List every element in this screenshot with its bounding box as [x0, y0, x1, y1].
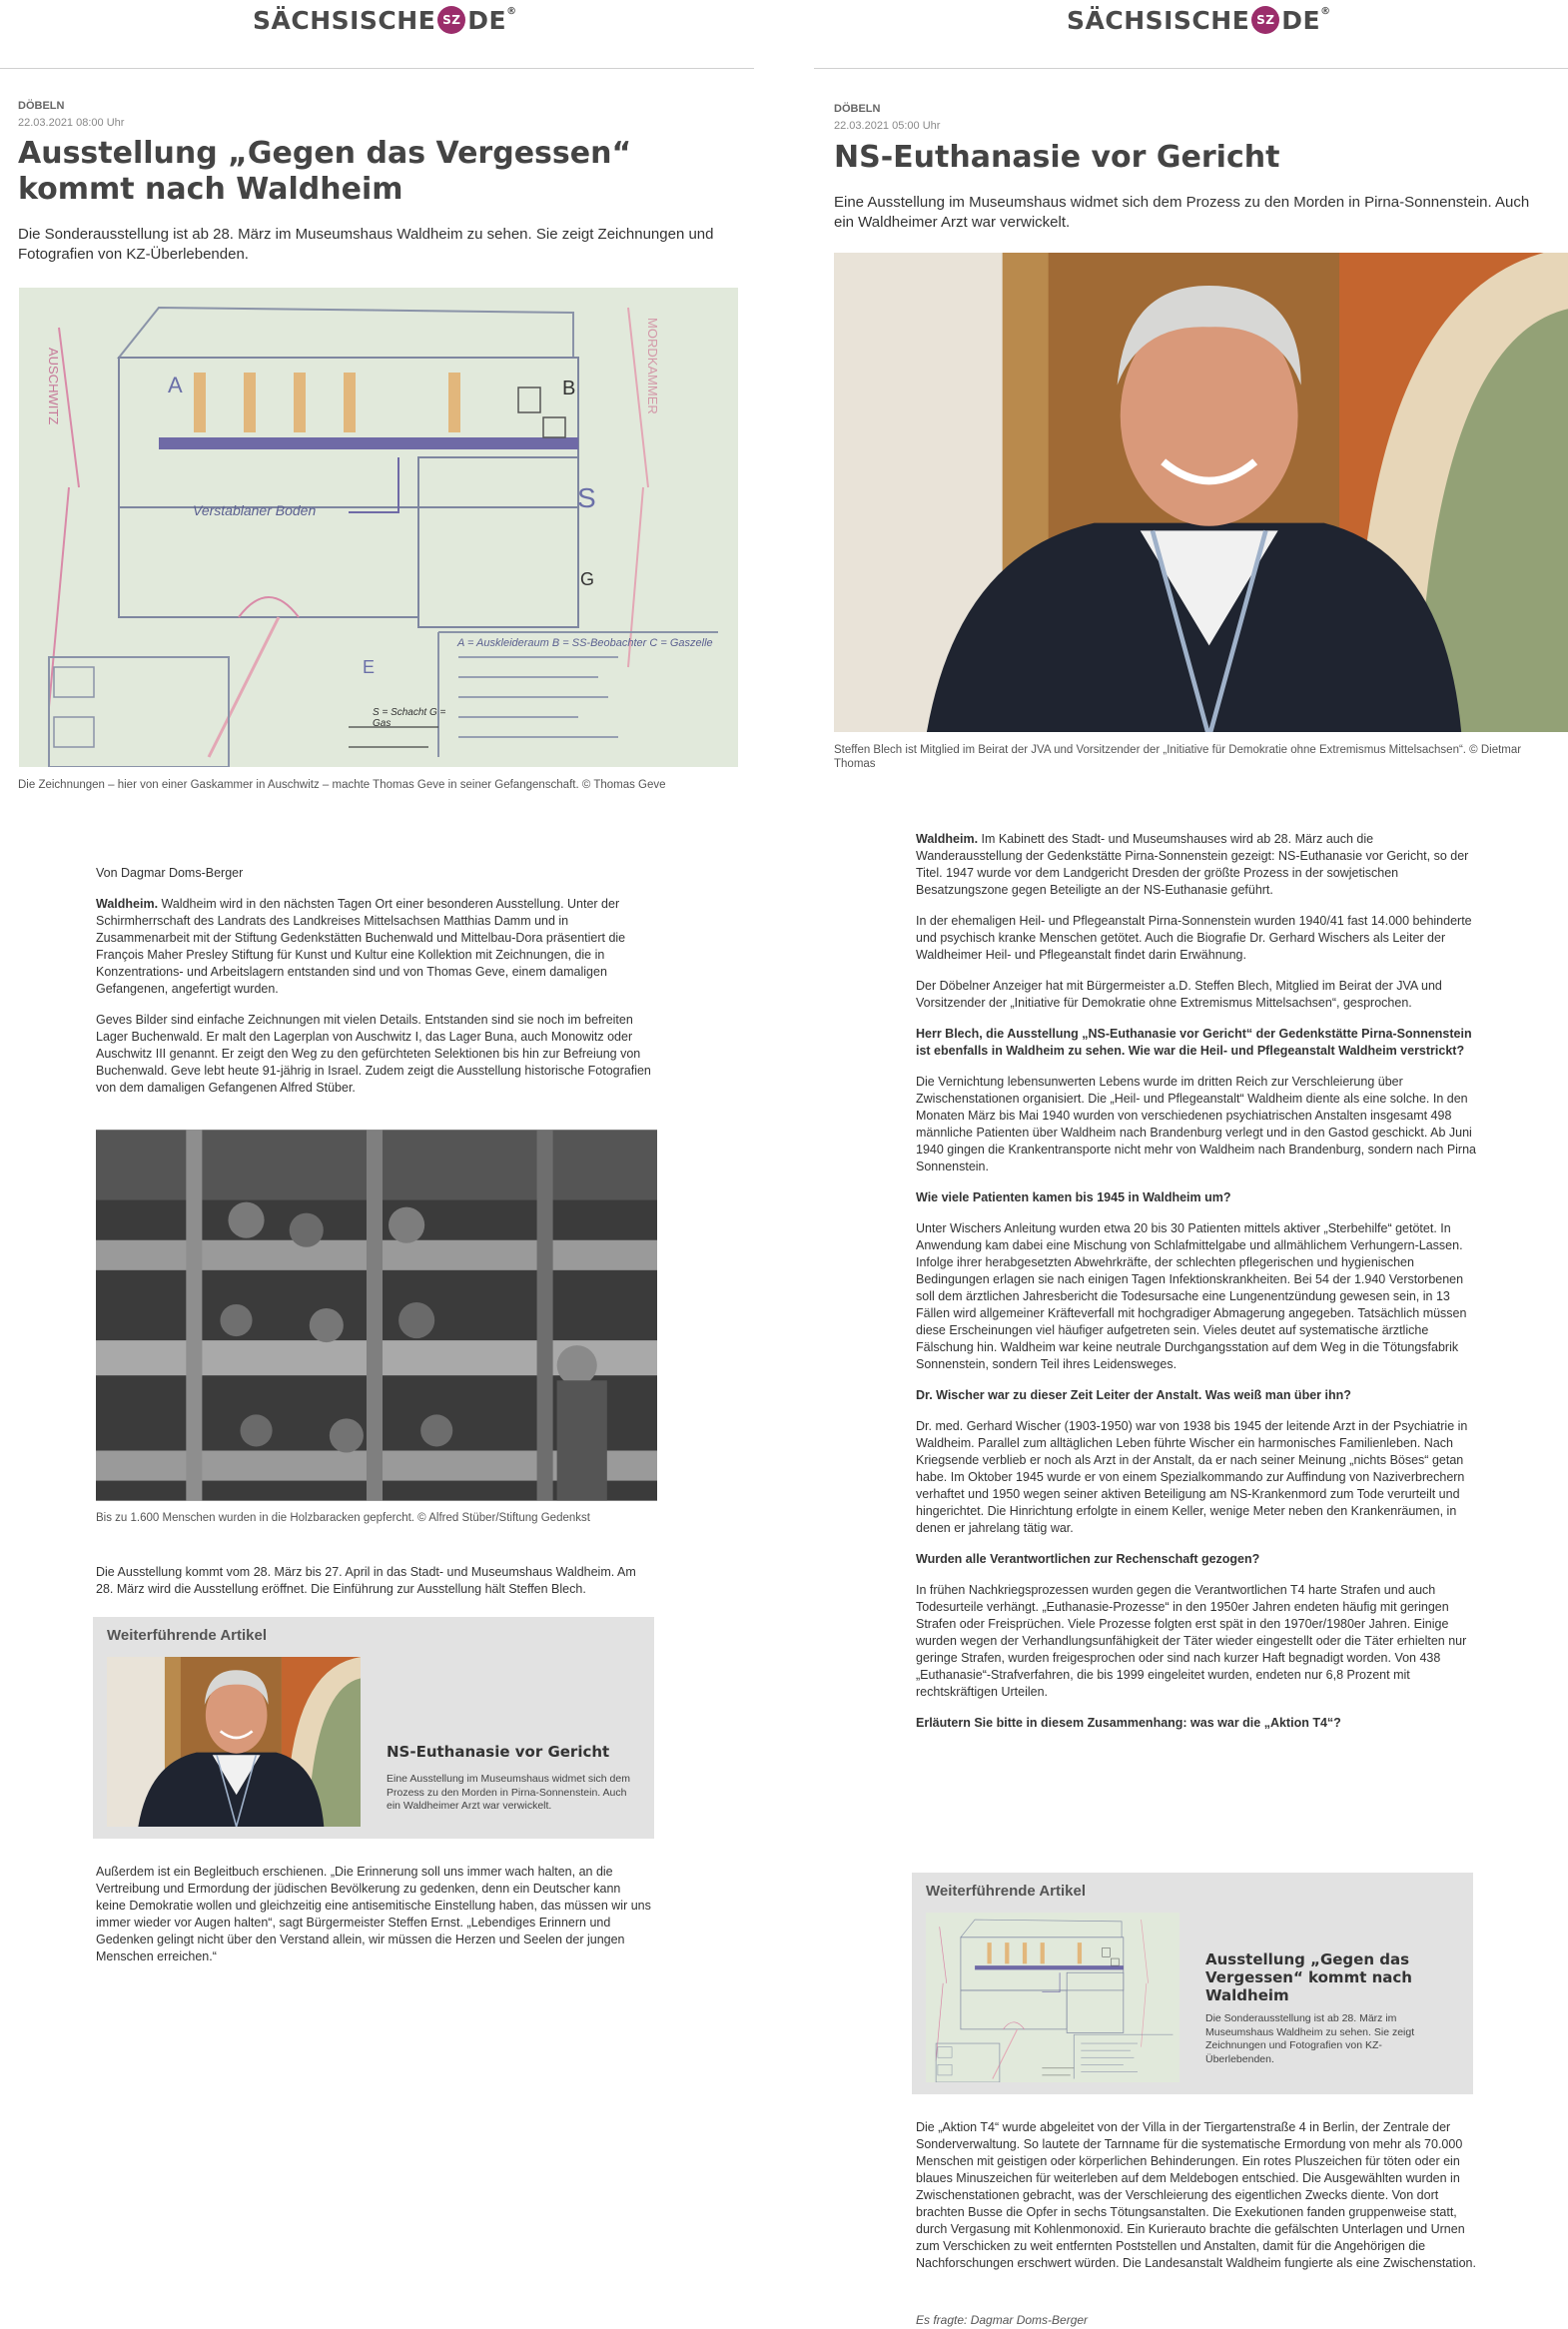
photo-caption: Bis zu 1.600 Menschen wurden in die Holzbaracken gepfercht. © Alfred Stüber/Stiftung Gedenkst	[96, 1512, 590, 1524]
article-body	[96, 865, 651, 1111]
related-box-title: Weiterführende Artikel	[926, 1883, 1087, 1900]
brand-logo[interactable]	[253, 6, 517, 36]
article-lead: Die Sonderausstellung ist ab 28. März im Museumshaus Waldheim zu sehen. Sie zeigt Zeichnungen und Fotografien von KZ-Überlebenden.	[18, 226, 714, 263]
paragraph-text: Im Kabinett des Stadt- und Museumshauses wird ab 28. März auch die Wanderausstellung der Gedenkstätte Pirna-Sonnenstein gezeigt: NS-Euthanasie vor Gericht, so der Titel. 1947 wurde vor dem Landgericht Dresden der größte Prozess in der sowjetischen Besatzungszone gegen Beteiligte an der NS-Euthanasie geführt.	[916, 832, 1469, 897]
brand-name: SÄCHSISCHE	[253, 6, 436, 35]
masthead	[0, 0, 754, 69]
paragraph: Der Döbelner Anzeiger hat mit Bürgermeister a.D. Steffen Blech, Mitglied im Beirat der JVA und Vorsitzender der „Initiative für Demokratie ohne Extremismus Mittelsachsen“, gesprochen.	[916, 979, 1442, 1010]
interview-question: Wurden alle Verantwortlichen zur Rechenschaft gezogen?	[916, 1552, 1260, 1566]
interviewer-credit: Es fragte: Dagmar Doms-Berger	[916, 2313, 1089, 2327]
section-label[interactable]: DÖBELN	[834, 103, 881, 115]
interview-question: Erläutern Sie bitte in diesem Zusammenhang: was war die „Aktion T4“?	[916, 1716, 1341, 1730]
hero-caption: Steffen Blech ist Mitglied im Beirat der JVA und Vorsitzender der „Initiative für Demokratie ohne Extremismus Mittelsachsen“. © Dietmar Thomas	[834, 744, 1522, 770]
interview-answer: In frühen Nachkriegsprozessen wurden gegen die Verantwortlichen T4 harte Strafen und auch Todesurteile verhängt. „Euthanasie-Prozesse“ in den 1950er Jahren endeten häufig mit geringen Strafen oder Freisprüchen. Viele Prozesse folgten erst spät in den 1970er/1980er Jahren. Einige wurden wegen der Verhandlungsunfähigkeit der Täter wieder eingestellt oder die Täter erhielten nur geringe Strafen, wurden freigesprochen oder sind nach kurzer Haft begnadigt worden. Von 438 „Euthanasie“-Strafverfahren, die bis 1999 eingeleitet wurden, endeten nur 6,8 Prozent mit rechtskräftigen Urteilen.	[916, 1583, 1467, 1699]
paragraph: Außerdem ist ein Begleitbuch erschienen. „Die Erinnerung soll uns immer wach halten, an die Vertreibung und Ermordung der jüdischen Bevölkerung zu gedenken, denn ein Deutscher kann keine Demokratie wollen und gleichzeitig eine antisemitische Einstellung haben, das müssen wir uns immer wieder vor Augen halten“, sagt Bürgermeister Steffen Ernst. „Lebendiges Erinnern und Gedenken gelingt nicht über den Verstand allein, wir müssen die Herzen und Seelen der jungen Menschen erreichen.“	[96, 1865, 651, 1963]
article-headline: NS-Euthanasie vor Gericht	[834, 140, 1280, 175]
interview-question: Dr. Wischer war zu dieser Zeit Leiter der Anstalt. Was weiß man über ihn?	[916, 1388, 1351, 1402]
drawing-bottom-note: S = Schacht G = Gas	[373, 707, 446, 729]
interview-answer: Unter Wischers Anleitung wurden etwa 20 bis 30 Patienten mittels aktiver „Sterbehilfe“ getötet. In Anwendung kam dabei eine Mischung von Schlafmittelgabe und allmählichem Verhungern-Lassen. Infolge ihrer herabgesetzten Abwehrkräfte, der schlechten pflegerischen und hygienischen Bedingungen erlagen sie nach einigen Tagen Infektionskrankheiten. Bei 54 der 1.940 Verstorbenen soll dem ärztlichen Jahresbericht die Todesursache eine Lungenentzündung gewesen sein, in 13 Fällen wird allgemeiner Kräfteverfall mit hochgradiger Abmagerung angegeben. Tatsächlich müssen diese Erscheinungen viel häufiger aufgetreten sein. Vieles deutet auf systematische ärztliche Fälschung hin. Waldheim war keine neutrale Durchgangsstation auf dem Weg in die Tötungsfabrik Sonnenstein, sondern Teil ihres Leidensweges.	[916, 1221, 1467, 1371]
right-article-page	[814, 0, 1568, 2329]
related-teaser: Eine Ausstellung im Museumshaus widmet sich dem Prozess zu den Morden in Pirna-Sonnenstein. Auch ein Waldheimer Arzt war verwickelt.	[387, 1773, 630, 1813]
drawing-label-e: E	[363, 657, 376, 677]
related-thumbnail[interactable]	[107, 1657, 361, 1827]
section-label[interactable]: DÖBELN	[18, 100, 65, 112]
paragraph: Geves Bilder sind einfache Zeichnungen mit vielen Details. Entstanden sind sie noch im befreiten Lager Buchenwald. Er malt den Lagerplan von Auschwitz I, das Lager Buna, auch Monowitz oder Auschwitz III genannt. Er zeigt den Weg zu den gefürchteten Selektionen bis hin zur Befreiung von Buchenwald. Geve lebt heute 91-jährig in Israel. Zudem zeigt die Ausstellung historische Fotografien von dem damaligen Gefangenen Alfred Stüber.	[96, 1013, 651, 1095]
publish-date: 22.03.2021 08:00 Uhr	[18, 117, 125, 129]
hero-caption: Die Zeichnungen – hier von einer Gaskammer in Auschwitz – machte Thomas Geve in seiner Gefangenschaft. © Thomas Geve	[18, 779, 666, 791]
drawing-label-s: S	[577, 482, 596, 513]
article-lead: Eine Ausstellung im Museumshaus widmet sich dem Prozess zu den Morden in Pirna-Sonnenstein. Auch ein Waldheimer Arzt war verwickelt.	[834, 194, 1530, 231]
related-article-box[interactable]	[93, 1617, 654, 1839]
brand-badge-icon: SZ	[437, 6, 465, 34]
article-body	[916, 831, 1483, 1746]
paragraph	[916, 831, 1483, 899]
related-headline[interactable]: NS-Euthanasie vor Gericht	[387, 1743, 610, 1761]
brand-registered-mark: ®	[506, 6, 517, 17]
left-article-page	[0, 0, 754, 2329]
drawing-side-left: AUSCHWITZ	[46, 348, 61, 425]
brand-tld: DE	[1281, 6, 1321, 35]
paragraph: In der ehemaligen Heil- und Pflegeanstalt Pirna-Sonnenstein wurden 1940/41 fast 14.000 behinderte und psychisch kranke Menschen getötet. Auch die Biografie Dr. Gerhard Wischers als Leiter der Waldheimer Heil- und Pflegeanstalt findet darin Erwähnung.	[916, 914, 1472, 962]
hero-portrait-image	[834, 253, 1568, 732]
brand-name: SÄCHSISCHE	[1067, 6, 1250, 35]
related-article-box[interactable]	[912, 1873, 1473, 2094]
article-body-end	[916, 2119, 1483, 2286]
paragraph	[96, 896, 651, 998]
drawing-label-b: B	[562, 378, 576, 399]
paragraph: Die Ausstellung kommt vom 28. März bis 27. April in das Stadt- und Museumshaus Waldheim. Am 28. März wird die Ausstellung eröffnet. Die Einführung zur Ausstellung hält Steffen Blech.	[96, 1565, 636, 1596]
interview-answer: Die Vernichtung lebensunwerten Lebens wurde im dritten Reich zur Verschleierung über Zwischenstationen organisiert. Die „Heil- und Pflegeanstalt“ Waldheim diente als eine solche. In den Monaten März bis Mai 1940 wurden von verschiedenen psychiatrischen Anstalten insgesamt 498 männliche Patienten über Waldheim nach Brandenburg verlegt und in den Gastod geschickt. Ab Juni 1940 gingen die Krankentransporte nicht mehr von Waldheim nach Brandenburg, sondern nach Pirna Sonnenstein.	[916, 1075, 1476, 1173]
interview-question: Wie viele Patienten kamen bis 1945 in Waldheim um?	[916, 1190, 1231, 1204]
drawing-label-a: A	[168, 373, 183, 397]
barracks-photo	[96, 1129, 657, 1502]
brand-badge-icon: SZ	[1251, 6, 1279, 34]
related-teaser: Die Sonderausstellung ist ab 28. März im Museumshaus Waldheim zu sehen. Sie zeigt Zeichnungen und Fotografien von KZ-Überlebenden.	[1205, 2012, 1415, 2065]
drawing-script-text: Verstablaner Boden	[193, 502, 317, 518]
article-body-continued	[96, 1564, 651, 1612]
article-body-end	[96, 1864, 651, 1979]
drawing-legend: A = Auskleideraum B = SS-Beobachter C = Gaszelle	[457, 637, 713, 649]
publish-date: 22.03.2021 05:00 Uhr	[834, 120, 941, 132]
article-headline: Ausstellung „Gegen das Vergessen“ kommt nach Waldheim	[18, 136, 632, 207]
interview-answer: Die „Aktion T4“ wurde abgeleitet von der Villa in der Tiergartenstraße 4 in Berlin, der Zentrale der Sonderverwaltung. So lautete der Tarnname für die systematische Ermordung von mehr als 70.000 Menschen mit geistigen oder körperlichen Behinderungen. Ein rotes Pluszeichen für töten oder ein blaues Minuszeichen für weiterleben auf dem Meldebogen entschied. Die Ausgewählten wurden in Zwischenstationen gebracht, was der Verschleierung des eigentlichen Zwecks diente. Von dort brachten Busse die Opfer in sechs Tötungsanstalten. Die Exekutionen fanden gruppenweise statt, durch Vergasung mit Kohlenmonoxid. Ein Kurierauto brachte die gefälschten Unterlagen und Urnen zum Verschicken zu weit entfernten Poststellen und Anstalten, damit für die Angehörigen die Nachforschungen erschwert würden. Die Landesanstalt Waldheim fungierte als eine Zwischenstation.	[916, 2120, 1476, 2270]
dateline-place: Waldheim.	[916, 832, 979, 846]
interview-answer: Dr. med. Gerhard Wischer (1903-1950) war von 1938 bis 1945 der leitende Arzt in der Psychiatrie in Waldheim. Parallel zum alltäglichen Leben führte Wischer ein harmonisches Familienleben. Nach Kriegsende verblieb er noch als Arzt in der Anstalt, da er nach seiner Meinung „nichts Böses“ getan habe. Im Oktober 1945 wurde er von einem Spezialkommando zur Auffindung von Naziverbrechern verhaftet und 1950 wegen seiner aktiven Beteiligung am NS-Krankenmord zum Tode verurteilt und hingerichtet. Die Hinrichtung erfolgte in einem Keller, wenige Meter neben den Krankenräumen, in denen er jahrelang tätig war.	[916, 1419, 1468, 1535]
masthead	[814, 0, 1568, 69]
author-byline: Von Dagmar Doms-Berger	[96, 866, 244, 880]
paragraph-text: Waldheim wird in den nächsten Tagen Ort einer besonderen Ausstellung. Unter der Schirmherrschaft des Landrats des Landkreises Mittelsachsen Matthias Damm und in Zusammenarbeit mit der Stiftung Gedenkstätten Buchenwald und Mittelbau-Dora präsentiert die François Maher Presley Stiftung für Kunst und Kultur eine Kollektion mit Zeichnungen, die in Konzentrations- und Arbeitslagern entstanden sind und von Thomas Geve, einem damaligen Gefangenen, angefertigt wurden.	[96, 897, 626, 996]
brand-registered-mark: ®	[1320, 6, 1331, 17]
brand-tld: DE	[467, 6, 507, 35]
brand-logo[interactable]	[1067, 6, 1331, 36]
dateline-place: Waldheim.	[96, 897, 159, 911]
related-headline[interactable]: Ausstellung „Gegen das Vergessen“ kommt nach Waldheim	[1205, 1950, 1412, 2004]
drawing-label-g: G	[580, 569, 595, 589]
related-box-title: Weiterführende Artikel	[107, 1627, 268, 1644]
related-thumbnail[interactable]	[926, 1913, 1179, 2082]
interview-question: Herr Blech, die Ausstellung „NS-Euthanasie vor Gericht“ der Gedenkstätte Pirna-Sonnenstein ist ebenfalls in Waldheim zu sehen. Wie war die Heil- und Pflegeanstalt Waldheim verstrickt?	[916, 1027, 1472, 1058]
drawing-side-right: MORDKAMMER	[645, 318, 660, 414]
hero-drawing-image	[18, 288, 739, 767]
